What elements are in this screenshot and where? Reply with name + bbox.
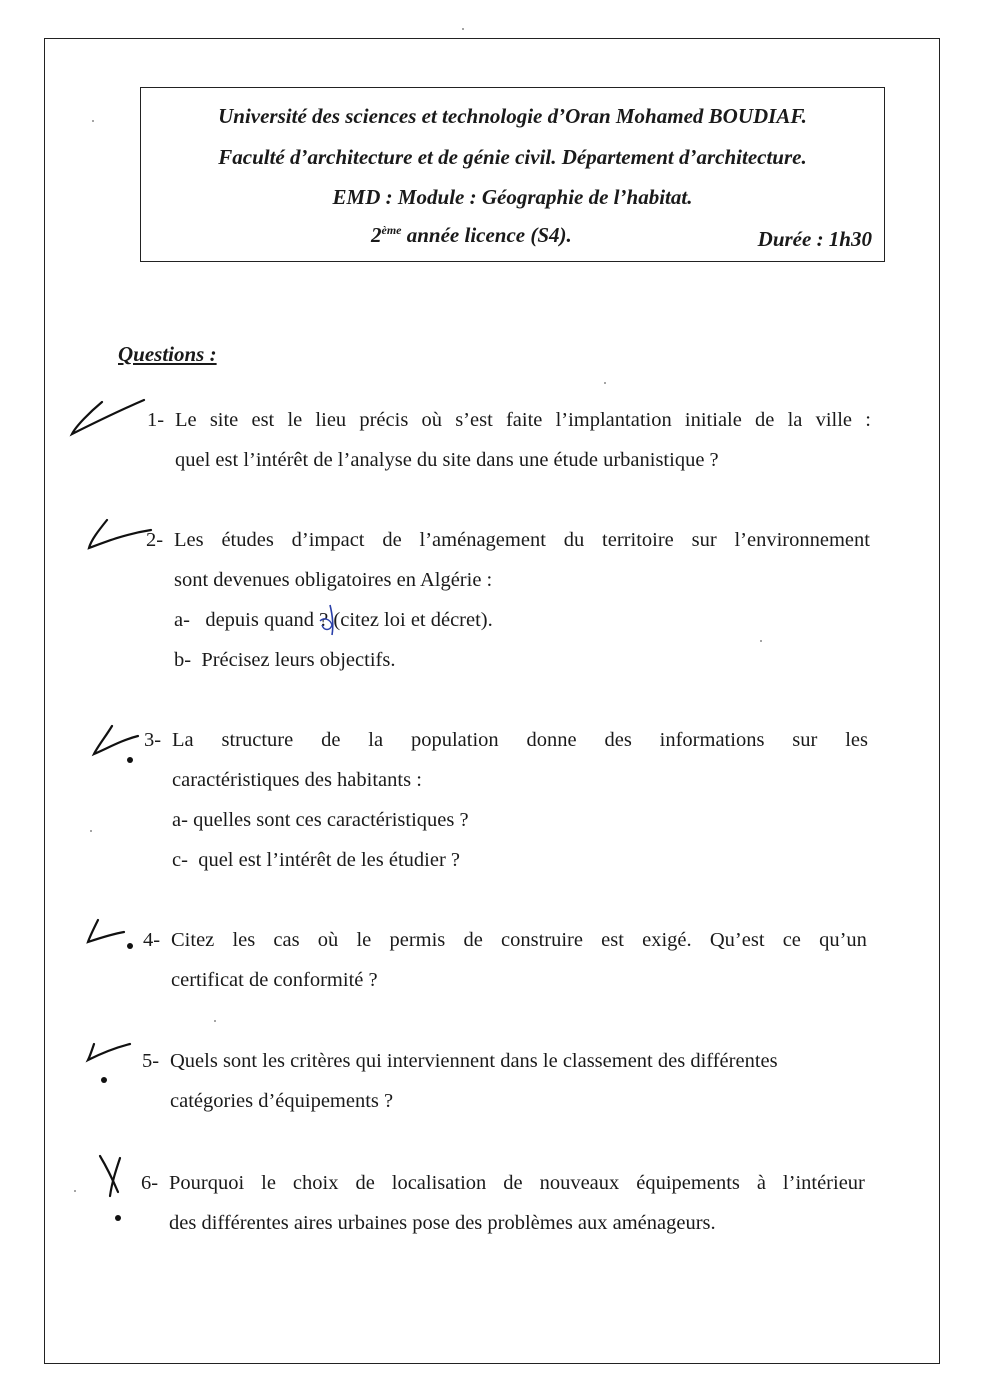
word: du (563, 529, 585, 551)
check-mark-icon (84, 916, 144, 956)
word: de (382, 529, 402, 551)
word: choix (292, 1172, 339, 1194)
word: construire (501, 929, 583, 951)
question-line: des différentes aires urbaines pose des problèmes aux aménageurs. (169, 1212, 716, 1234)
scan-speck (92, 120, 94, 122)
question-line: caractéristiques des habitants : (172, 769, 422, 791)
year-text: année licence (S4). (401, 223, 572, 247)
word: territoire (602, 529, 674, 551)
question-line: quel est l’intérêt de l’analyse du site dans une étude urbanistique ? (175, 449, 719, 471)
word: donne (526, 729, 577, 751)
scan-speck (760, 640, 762, 642)
word: informations (659, 729, 765, 751)
word: cas (273, 929, 300, 951)
subitem-label: c- (172, 849, 188, 871)
question-number: 2- (146, 529, 164, 551)
word: de (355, 1172, 375, 1194)
word: localisation (391, 1172, 487, 1194)
year-number: 2 (371, 223, 382, 247)
exam-module: EMD : Module : Géographie de l’habitat. (332, 185, 693, 209)
word: le (261, 1172, 276, 1194)
question-line (169, 1163, 865, 1203)
word: le (287, 409, 303, 431)
word: de (463, 929, 483, 951)
word: sur (691, 529, 717, 551)
cross-mark-icon (96, 1152, 132, 1228)
word: initiale (684, 409, 742, 431)
word: : (865, 409, 871, 431)
question-number: 3- (144, 729, 162, 751)
correction-mark-icon (318, 603, 340, 639)
subitem-text: Précisez leurs objectifs. (201, 649, 396, 671)
word: de (503, 1172, 523, 1194)
scan-speck (462, 28, 464, 30)
word: l’environnement (734, 529, 870, 551)
word: les (232, 929, 256, 951)
scan-speck (214, 1020, 216, 1022)
question-number: 6- (141, 1172, 159, 1194)
word: Qu’est (709, 929, 765, 951)
scan-speck (604, 382, 606, 384)
question-line: sont devenues obligatoires en Algérie : (174, 569, 493, 591)
word: est (601, 929, 624, 951)
exam-duration: Durée : 1h30 (757, 227, 872, 251)
word: études (221, 529, 274, 551)
question-line (172, 720, 868, 760)
word: équipements (636, 1172, 740, 1194)
scan-speck (74, 1190, 76, 1192)
word: ville (815, 409, 852, 431)
word: la (787, 409, 803, 431)
subitem-label: a- (174, 609, 190, 631)
word: faite (505, 409, 543, 431)
word: s’est (455, 409, 493, 431)
university-name: Université des sciences et technologie d’Oran Mohamed BOUDIAF. (218, 104, 807, 128)
subitem-label: a- (172, 809, 188, 831)
word: de (755, 409, 775, 431)
question-line (175, 400, 871, 440)
question-line (171, 920, 867, 960)
word: qu’un (819, 929, 867, 951)
check-mark-icon (90, 722, 146, 768)
subitem-b (174, 640, 395, 680)
word: la (368, 729, 384, 751)
question-line: catégories d’équipements ? (170, 1090, 394, 1112)
word: structure (221, 729, 294, 751)
question-number: 5- (142, 1050, 160, 1072)
word: site (209, 409, 239, 431)
questions-heading: Questions : (118, 342, 217, 366)
word: Pourquoi (169, 1172, 245, 1194)
question-line: Quels sont les critères qui interviennent dans le classement des différentes (170, 1050, 778, 1072)
word: où (317, 929, 339, 951)
word: population (410, 729, 499, 751)
question-number: 1- (147, 409, 165, 431)
scan-speck (90, 830, 92, 832)
subitem-text: depuis quand ? (citez loi et décret). (205, 609, 493, 631)
word: permis (389, 929, 446, 951)
word: les (845, 729, 868, 751)
year-suffix: ème (381, 223, 402, 237)
word: l’aménagement (419, 529, 546, 551)
subitem-label: b- (174, 649, 192, 671)
word: l’implantation (555, 409, 672, 431)
subitem-a (172, 800, 469, 840)
word: Le (175, 409, 197, 431)
word: lieu (315, 409, 347, 431)
word: l’intérieur (782, 1172, 865, 1194)
word: Citez (171, 929, 215, 951)
word: des (604, 729, 632, 751)
question-number: 4- (143, 929, 161, 951)
subitem-text: quelles sont ces caractéristiques ? (193, 809, 469, 831)
word: le (356, 929, 372, 951)
word: nouveaux (539, 1172, 620, 1194)
word: exigé. (642, 929, 692, 951)
word: de (321, 729, 341, 751)
word: est (251, 409, 275, 431)
word: précis (359, 409, 409, 431)
word: La (172, 729, 194, 751)
check-mark-icon (68, 396, 148, 438)
check-mark-icon (84, 1040, 140, 1088)
word: Les (174, 529, 204, 551)
word: où (421, 409, 442, 431)
exam-header (140, 87, 885, 262)
question-line (174, 520, 870, 560)
word: d’impact (291, 529, 365, 551)
word: sur (792, 729, 818, 751)
faculty-department: Faculté d’architecture et de génie civil. Département d’architecture. (218, 145, 807, 169)
check-mark-icon (85, 516, 155, 552)
word: ce (782, 929, 801, 951)
question-line: certificat de conformité ? (171, 969, 378, 991)
subitem-text: quel est l’intérêt de les étudier ? (198, 849, 461, 871)
study-year (371, 223, 572, 248)
word: à (756, 1172, 766, 1194)
subitem-c (172, 840, 460, 880)
